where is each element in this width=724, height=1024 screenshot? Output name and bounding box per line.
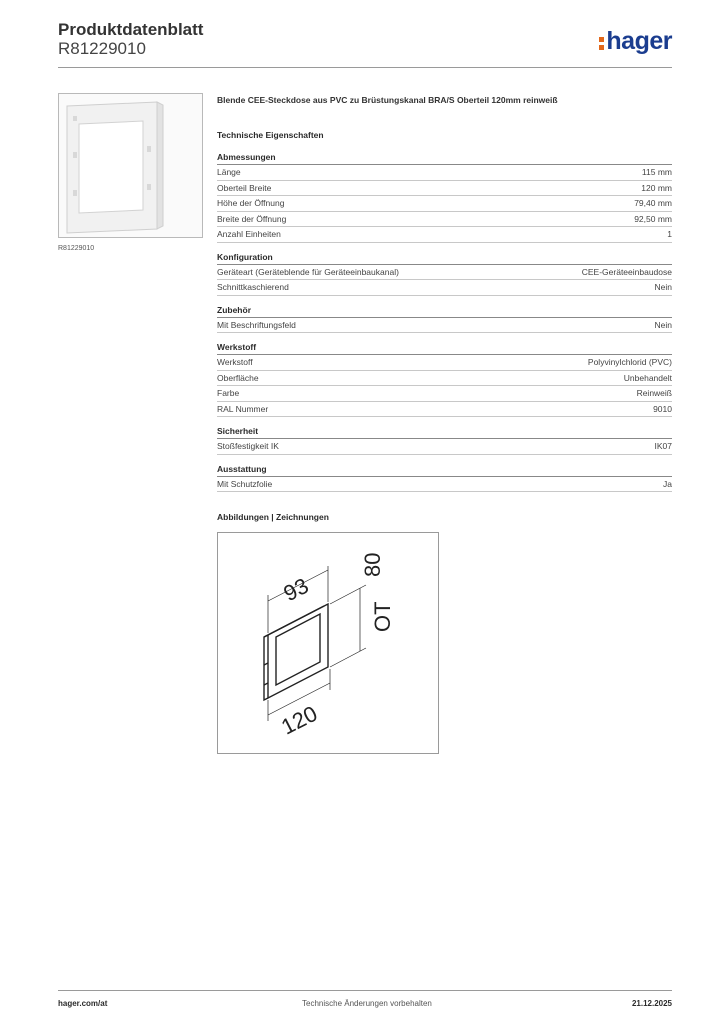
- section-heading-configuration: Konfiguration: [217, 252, 672, 265]
- footer-website: hager.com/at: [58, 999, 108, 1008]
- row-value: Polyvinylchlorid (PVC): [587, 357, 672, 367]
- table-row: [217, 196, 672, 212]
- row-label: Geräteart (Geräteblende für Geräteeinbaukanal): [217, 266, 399, 277]
- row-label: Höhe der Öffnung: [217, 198, 285, 208]
- product-image: [58, 93, 203, 238]
- header-divider: [58, 67, 672, 68]
- row-label: Oberfläche: [217, 372, 259, 383]
- table-row: [217, 477, 672, 493]
- logo-dots-icon: [599, 32, 604, 50]
- table-row: [217, 318, 672, 334]
- row-value: 115 mm: [641, 167, 672, 177]
- table-row: [217, 386, 672, 402]
- table-row: [217, 439, 672, 455]
- row-label: RAL Nummer: [217, 403, 269, 414]
- row-label: Farbe: [217, 388, 240, 398]
- row-label: Breite der Öffnung: [217, 213, 287, 224]
- row-label: Anzahl Einheiten: [217, 229, 281, 239]
- row-label: Oberteil Breite: [217, 182, 272, 193]
- row-value: 79,40 mm: [634, 198, 672, 208]
- row-label: Stoßfestigkeit IK: [217, 441, 279, 451]
- footer-divider: [58, 990, 672, 991]
- row-value: 9010: [653, 403, 672, 414]
- row-label: Mit Schutzfolie: [217, 478, 273, 489]
- section-heading-equipment: Ausstattung: [217, 464, 672, 477]
- section-heading-dimensions: Abmessungen: [217, 152, 672, 165]
- section-heading-accessories: Zubehör: [217, 305, 672, 318]
- row-value: 120 mm: [641, 182, 672, 193]
- row-label: Schnittkaschierend: [217, 282, 289, 292]
- dim-height-label: 80: [360, 552, 385, 577]
- row-value: IK07: [654, 441, 672, 451]
- table-row: [217, 181, 672, 197]
- row-label: Länge: [217, 167, 241, 177]
- dim-total-label: 120: [277, 700, 322, 740]
- technical-properties-heading: Technische Eigenschaften: [217, 130, 324, 140]
- table-row: [217, 265, 672, 281]
- row-label: Mit Beschriftungsfeld: [217, 319, 296, 330]
- drawings-heading: Abbildungen | Zeichnungen: [217, 512, 329, 522]
- row-value: Nein: [654, 319, 672, 330]
- row-value: 1: [667, 229, 672, 239]
- dimension-drawing: [218, 533, 438, 753]
- footer-date: 21.12.2025: [631, 999, 672, 1008]
- row-value: Reinweiß: [636, 388, 672, 398]
- row-value: Ja: [663, 478, 672, 489]
- product-frame-illustration: [59, 94, 202, 237]
- product-title: Blende CEE-Steckdose aus PVC zu Brüstungskanal BRA/S Oberteil 120mm reinweiß: [217, 95, 558, 105]
- footer-notice: Technische Änderungen vorbehalten: [302, 999, 432, 1008]
- product-details: [217, 95, 672, 492]
- table-row: [217, 227, 672, 243]
- table-row: [217, 280, 672, 296]
- technical-drawing: [217, 532, 439, 754]
- image-caption: R81229010: [58, 245, 95, 252]
- table-row: [217, 371, 672, 387]
- dim-ot-label: OT: [370, 601, 395, 632]
- section-heading-material: Werkstoff: [217, 342, 672, 355]
- row-value: Unbehandelt: [623, 372, 672, 383]
- section-heading-safety: Sicherheit: [217, 426, 672, 439]
- table-row: [217, 355, 672, 371]
- table-row: [217, 165, 672, 181]
- row-value: 92,50 mm: [634, 213, 672, 224]
- article-number: R81229010: [58, 39, 146, 58]
- table-row: [217, 402, 672, 418]
- dim-width-label: 93: [279, 572, 313, 607]
- hager-logo: [599, 27, 672, 56]
- row-label: Werkstoff: [217, 357, 253, 367]
- row-value: CEE-Geräteeinbaudose: [581, 266, 672, 277]
- logo-text: hager: [606, 27, 672, 55]
- document-title: Produktdatenblatt: [58, 20, 204, 39]
- row-value: Nein: [654, 282, 672, 292]
- table-row: [217, 212, 672, 228]
